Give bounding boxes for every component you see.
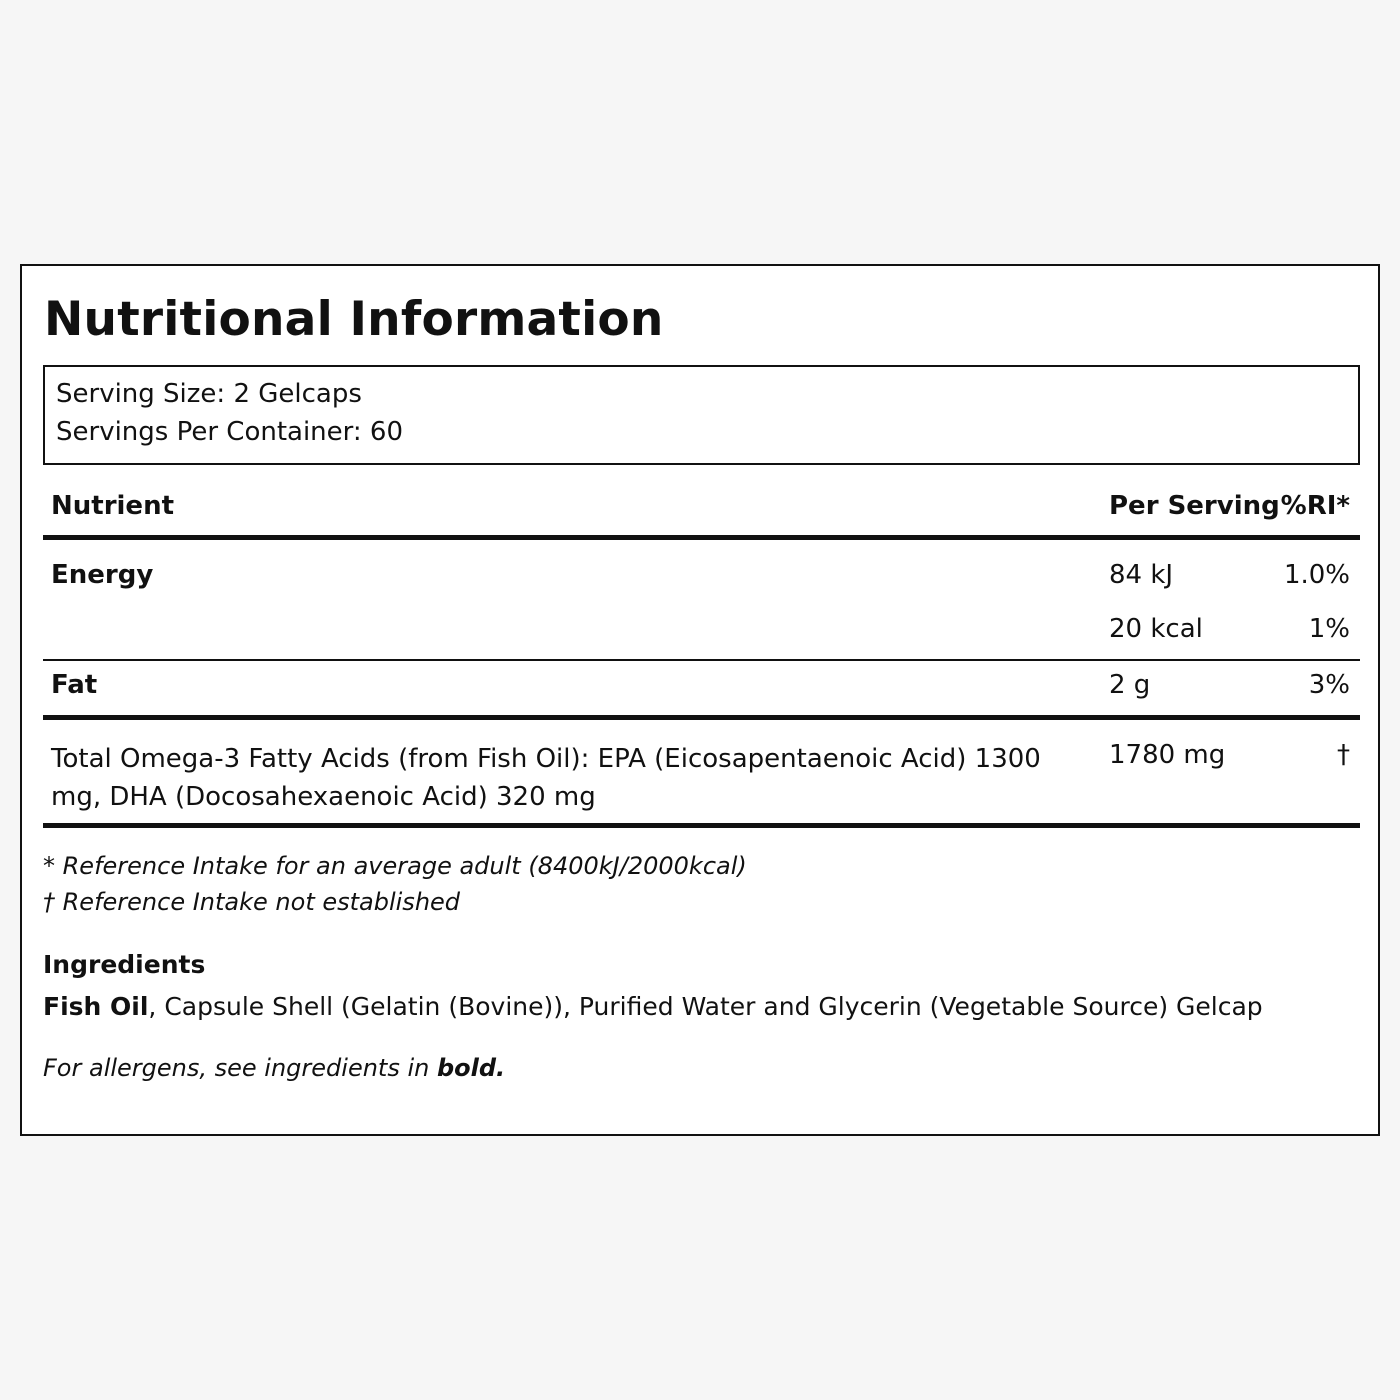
nutrient-ri-energy-kj: 1.0%: [1283, 560, 1350, 590]
serving-size: Serving Size: 2 Gelcaps: [56, 379, 362, 409]
ingredient-allergen-fish-oil: Fish Oil: [43, 992, 149, 1021]
header-nutrient: Nutrient: [51, 491, 175, 521]
footnote-reference-intake: * Reference Intake for an average adult (8400kJ/2000kcal): [43, 852, 747, 880]
header-rule: [43, 535, 1360, 540]
ingredients-rest: , Capsule Shell (Gelatin (Bovine)), Purified Water and Glycerin (Vegetable Source) Gelcap: [148, 992, 1263, 1021]
nutrient-ri-omega3: †: [1337, 740, 1350, 770]
nutrient-amount-fat: 2 g: [1109, 670, 1151, 700]
header-per-serving: Per Serving: [1109, 491, 1280, 521]
allergen-note: [43, 1054, 505, 1083]
ingredients-list: [43, 992, 1263, 1022]
nutrient-name-omega3: Total Omega-3 Fatty Acids (from Fish Oil): EPA (Eicosapentaenoic Acid) 1300 mg, DHA (Docosahexaenoic Acid) 320 mg: [51, 744, 1041, 812]
label-title: Nutritional Information: [44, 292, 664, 347]
nutrient-name-energy: Energy: [51, 560, 154, 590]
allergen-note-emphasis: bold.: [436, 1054, 506, 1082]
ingredients-heading: Ingredients: [43, 950, 206, 979]
energy-rule: [43, 659, 1360, 661]
footnote-not-established: † Reference Intake not established: [43, 888, 461, 916]
allergen-note-text: For allergens, see ingredients in: [43, 1054, 437, 1082]
header-ri: %RI*: [1280, 491, 1350, 521]
nutrient-ri-energy-kcal: 1%: [1308, 614, 1350, 644]
serving-info-box: [43, 365, 1360, 465]
fat-rule: [43, 715, 1360, 720]
nutrition-label-panel: [20, 264, 1380, 1136]
nutrient-amount-energy-kcal: 20 kcal: [1109, 614, 1203, 644]
nutrient-ri-fat: 3%: [1308, 670, 1350, 700]
servings-per-container: Servings Per Container: 60: [56, 417, 404, 447]
nutrient-name-fat: Fat: [51, 670, 98, 700]
nutrient-amount-omega3: 1780 mg: [1109, 740, 1226, 770]
nutrient-amount-energy-kj: 84 kJ: [1109, 560, 1174, 590]
table-bottom-rule: [43, 823, 1360, 828]
